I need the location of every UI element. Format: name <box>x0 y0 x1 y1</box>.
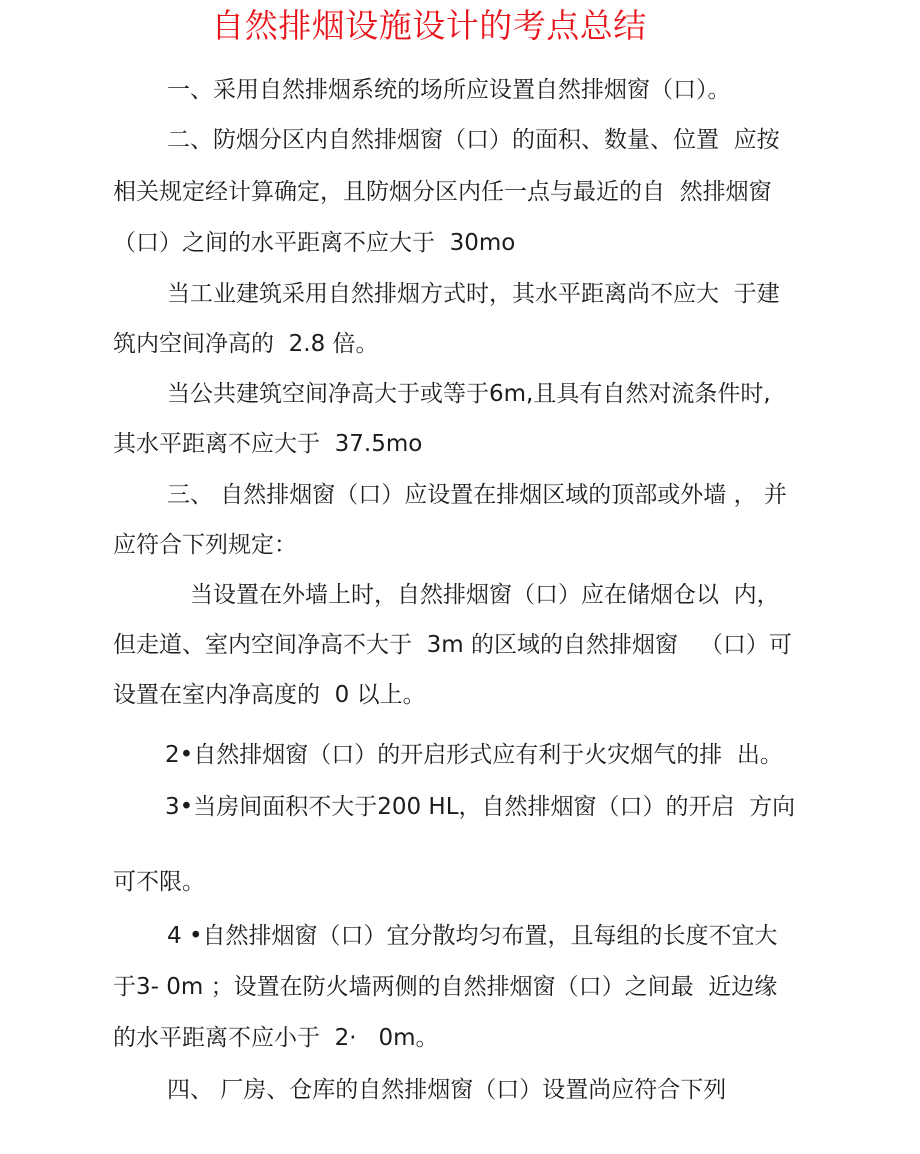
text-line: 可不限。 <box>113 869 205 895</box>
text-line: 2•自然排烟窗（口）的开启形式应有利于火灾烟气的排 出。 <box>165 742 783 768</box>
text-line: 于3- 0m ；设置在防火墙两侧的自然排烟窗（口）之间最 近边缘 <box>113 974 778 1000</box>
text-line: 四、 厂房、仓库的自然排烟窗（口）设置尚应符合下列 <box>167 1077 727 1103</box>
text-line: 当工业建筑采用自然排烟方式时，其水平距离尚不应大 于建 <box>167 281 780 307</box>
text-line: 二、防烟分区内自然排烟窗（口）的面积、数量、位置 应按 <box>167 127 780 153</box>
text-line: 筑内空间净高的 2.8 倍。 <box>113 331 379 357</box>
text-line: 3•当房间面积不大于200 HL，自然排烟窗（口）的开启 方向 <box>165 794 796 820</box>
text-line: 三、 自然排烟窗（口）应设置在排烟区域的顶部或外墙 ， 并 <box>167 482 787 508</box>
text-line: 应符合下列规定： <box>113 532 297 558</box>
text-line: 一、采用自然排烟系统的场所应设置自然排烟窗（口）。 <box>167 77 731 103</box>
text-line: 当设置在外墙上时，自然排烟窗（口）应在储烟仓以 内， <box>190 582 780 608</box>
text-line: 其水平距离不应大于 37.5mo <box>113 431 423 457</box>
text-line: （口）之间的水平距离不应大于 30mo <box>113 230 516 256</box>
text-line: 相关规定经计算确定，且防烟分区内任一点与最近的自 然排烟窗 <box>113 179 772 205</box>
text-line: 当公共建筑空间净高大于或等于6m,且具有自然对流条件时, <box>167 381 771 407</box>
text-line: 4 •自然排烟窗（口）宜分散均匀布置，且每组的长度不宜大 <box>167 923 778 949</box>
text-line: 但走道、室内空间净高不大于 3m 的区域的自然排烟窗 （口）可 <box>113 632 792 658</box>
document-title: 自然排烟设施设计的考点总结 <box>211 6 647 45</box>
text-line: 的水平距离不应小于 2· 0m。 <box>113 1025 439 1051</box>
text-line: 设置在室内净高度的 0 以上。 <box>113 682 426 708</box>
